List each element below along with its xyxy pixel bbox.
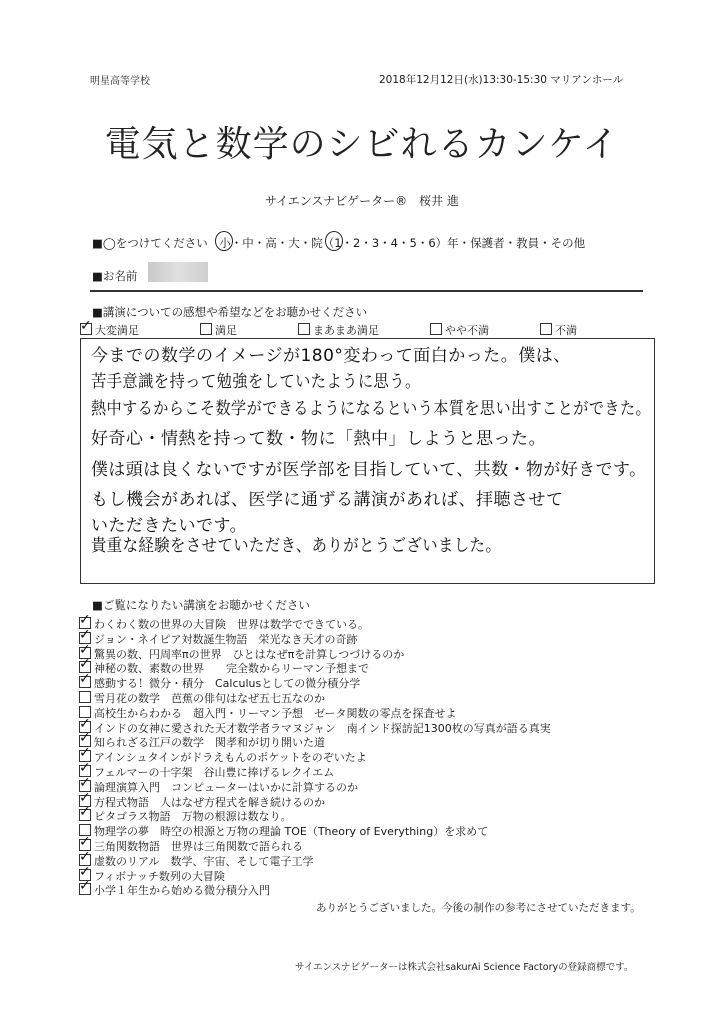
checkbox-icon[interactable] xyxy=(79,691,91,703)
checkbox-icon[interactable] xyxy=(79,809,91,821)
grade-circle-mark xyxy=(215,231,233,251)
checkbox-icon[interactable] xyxy=(79,676,91,688)
comment-line: 苦手意識を持って勉強をしていたように思う。 xyxy=(91,372,421,392)
checkbox-icon[interactable] xyxy=(540,323,552,335)
lecture-label: 方程式物語 人はなぜ方程式を解き続けるのか xyxy=(94,795,325,809)
rating-label: やや不満 xyxy=(445,324,489,337)
lecture-item[interactable] xyxy=(79,720,551,734)
lecture-label: フェルマーの十字架 谷山豊に捧げるレクイエム xyxy=(94,766,335,779)
checkbox-icon[interactable] xyxy=(200,323,212,335)
lecture-label: ジョン・ネイピア対数誕生物語 栄光なき天才の奇跡 xyxy=(94,632,358,646)
lecture-item[interactable] xyxy=(79,853,314,867)
lecture-label: わくわく数の世界の大冒険 世界は数学でできている。 xyxy=(94,618,369,631)
lecture-item[interactable] xyxy=(79,616,369,630)
thanks-note: ありがとうございました。今後の制作の参考にさせていただきます。 xyxy=(316,902,641,914)
event-date-place: 2018年12月12日(水)13:30-15:30 マリアンホール xyxy=(379,74,624,86)
lecture-item[interactable] xyxy=(79,779,358,793)
comment-box xyxy=(80,338,655,584)
lecture-label: インドの女神に愛された天才数学者ラマヌジャン 南インド探訪記1300枚の写真が語る真実 xyxy=(94,721,551,735)
comment-line: いただきたいです。 xyxy=(91,516,248,536)
page-title: 電気と数学のシビれるカンケイ xyxy=(104,124,620,165)
grade-selection-row: ■◯をつけてください 小・中・高・大・院（1・2・3・4・5・6）年・保護者・教員・その他 xyxy=(92,236,586,250)
lecture-label: 小学１年生から始める微分積分入門 xyxy=(94,884,270,898)
name-underline xyxy=(90,290,643,292)
lecture-item[interactable] xyxy=(79,823,488,837)
lecture-label: 雪月花の数学 芭蕉の俳句はなぜ五七五なのか xyxy=(94,692,325,705)
lecture-item[interactable] xyxy=(79,675,360,689)
comment-line: 今までの数学のイメージが180°変わって面白かった。僕は、 xyxy=(91,346,571,366)
lecture-label: 知られざる江戸の数学 関孝和が切り開いた道 xyxy=(94,736,325,750)
lecture-item[interactable] xyxy=(79,705,457,719)
lectures-title: ■ご覧になりたい講演をお聴かせください xyxy=(92,598,310,612)
lecture-item[interactable] xyxy=(79,794,325,808)
checkbox-icon[interactable] xyxy=(80,323,92,335)
lecture-label: ピタゴラス物語 万物の根源は数なり。 xyxy=(94,810,292,824)
rating-option[interactable] xyxy=(298,322,379,338)
lecture-item[interactable] xyxy=(79,838,303,852)
checkbox-icon[interactable] xyxy=(430,323,442,335)
lecture-item[interactable] xyxy=(79,734,325,748)
presenter-name: サイエンスナビゲーター® 桜井 進 xyxy=(265,194,459,208)
rating-label: 不満 xyxy=(555,324,577,337)
checkbox-icon[interactable] xyxy=(298,323,310,335)
rating-label: 大変満足 xyxy=(95,324,139,337)
lecture-item[interactable] xyxy=(79,660,369,674)
rating-option[interactable] xyxy=(430,322,489,338)
lecture-item[interactable] xyxy=(79,690,325,704)
rating-option[interactable] xyxy=(80,322,139,338)
rating-option[interactable] xyxy=(540,322,577,338)
name-label: ■お名前 xyxy=(92,269,138,283)
lecture-item[interactable] xyxy=(79,646,404,660)
lecture-item[interactable] xyxy=(79,808,292,822)
lecture-label: 論理演算入門 コンピューターはいかに計算するのか xyxy=(94,780,358,794)
rating-option[interactable] xyxy=(200,322,237,338)
impressions-title: ■講演についての感想や希望などをお聴かせください xyxy=(92,305,368,319)
rating-label: まあまあ満足 xyxy=(313,324,379,337)
lecture-label: 高校生からわかる 超入門・リーマン予想 ゼータ関数の零点を探査せよ xyxy=(94,706,457,720)
lecture-label: 三角関数物語 世界は三角関数で語られる xyxy=(94,840,303,853)
lecture-label: アインシュタインがドラえもんのポケットをのぞいたよ xyxy=(94,751,367,765)
checkbox-icon[interactable] xyxy=(79,883,91,895)
comment-line: 好奇心・情熱を持って数・物に「熱中」しようと思った。 xyxy=(91,429,546,449)
lecture-label: 感動する！微分・積分 Calculusとしての微分積分学 xyxy=(94,677,361,691)
lecture-label: 神秘の数、素数の世界 完全数からリーマン予想まで xyxy=(94,662,369,676)
lecture-label: フィボナッチ数列の大冒険 xyxy=(94,869,225,883)
lecture-item[interactable] xyxy=(79,631,358,645)
lecture-label: 驚異の数、円周率πの世界 ひとはなぜπを計算しつづけるのか xyxy=(94,647,405,661)
lecture-label: 虚数のリアル 数学、宇宙、そして電子工学 xyxy=(94,854,314,868)
school-name: 明星高等学校 xyxy=(90,76,150,87)
lecture-item[interactable] xyxy=(79,764,334,778)
comment-line: もし機会があれば、医学に通ずる講演があれば、拝聴させて xyxy=(91,490,564,510)
lecture-label: 物理学の夢 時空の根源と万物の理論 TOE（Theory of Everything）を求めて xyxy=(94,825,489,839)
year-circle-mark xyxy=(325,231,343,251)
rating-label: 満足 xyxy=(215,324,237,337)
comment-line: 熱中するからこそ数学ができるようになるという本質を思い出すことができた。 xyxy=(91,399,652,419)
comment-line: 僕は頭は良くないですが医学部を目指していて、共数・物が好きです。 xyxy=(91,460,647,480)
name-redacted xyxy=(148,262,208,282)
lecture-item[interactable] xyxy=(79,749,367,763)
lecture-item[interactable] xyxy=(79,882,270,896)
comment-line: 貴重な経験をさせていただき、ありがとうございました。 xyxy=(91,536,502,556)
lecture-item[interactable] xyxy=(79,868,225,882)
trademark-footer: サイエンスナビゲーターは株式会社sakurAi Science Factoryの登録商標です。 xyxy=(295,962,634,973)
